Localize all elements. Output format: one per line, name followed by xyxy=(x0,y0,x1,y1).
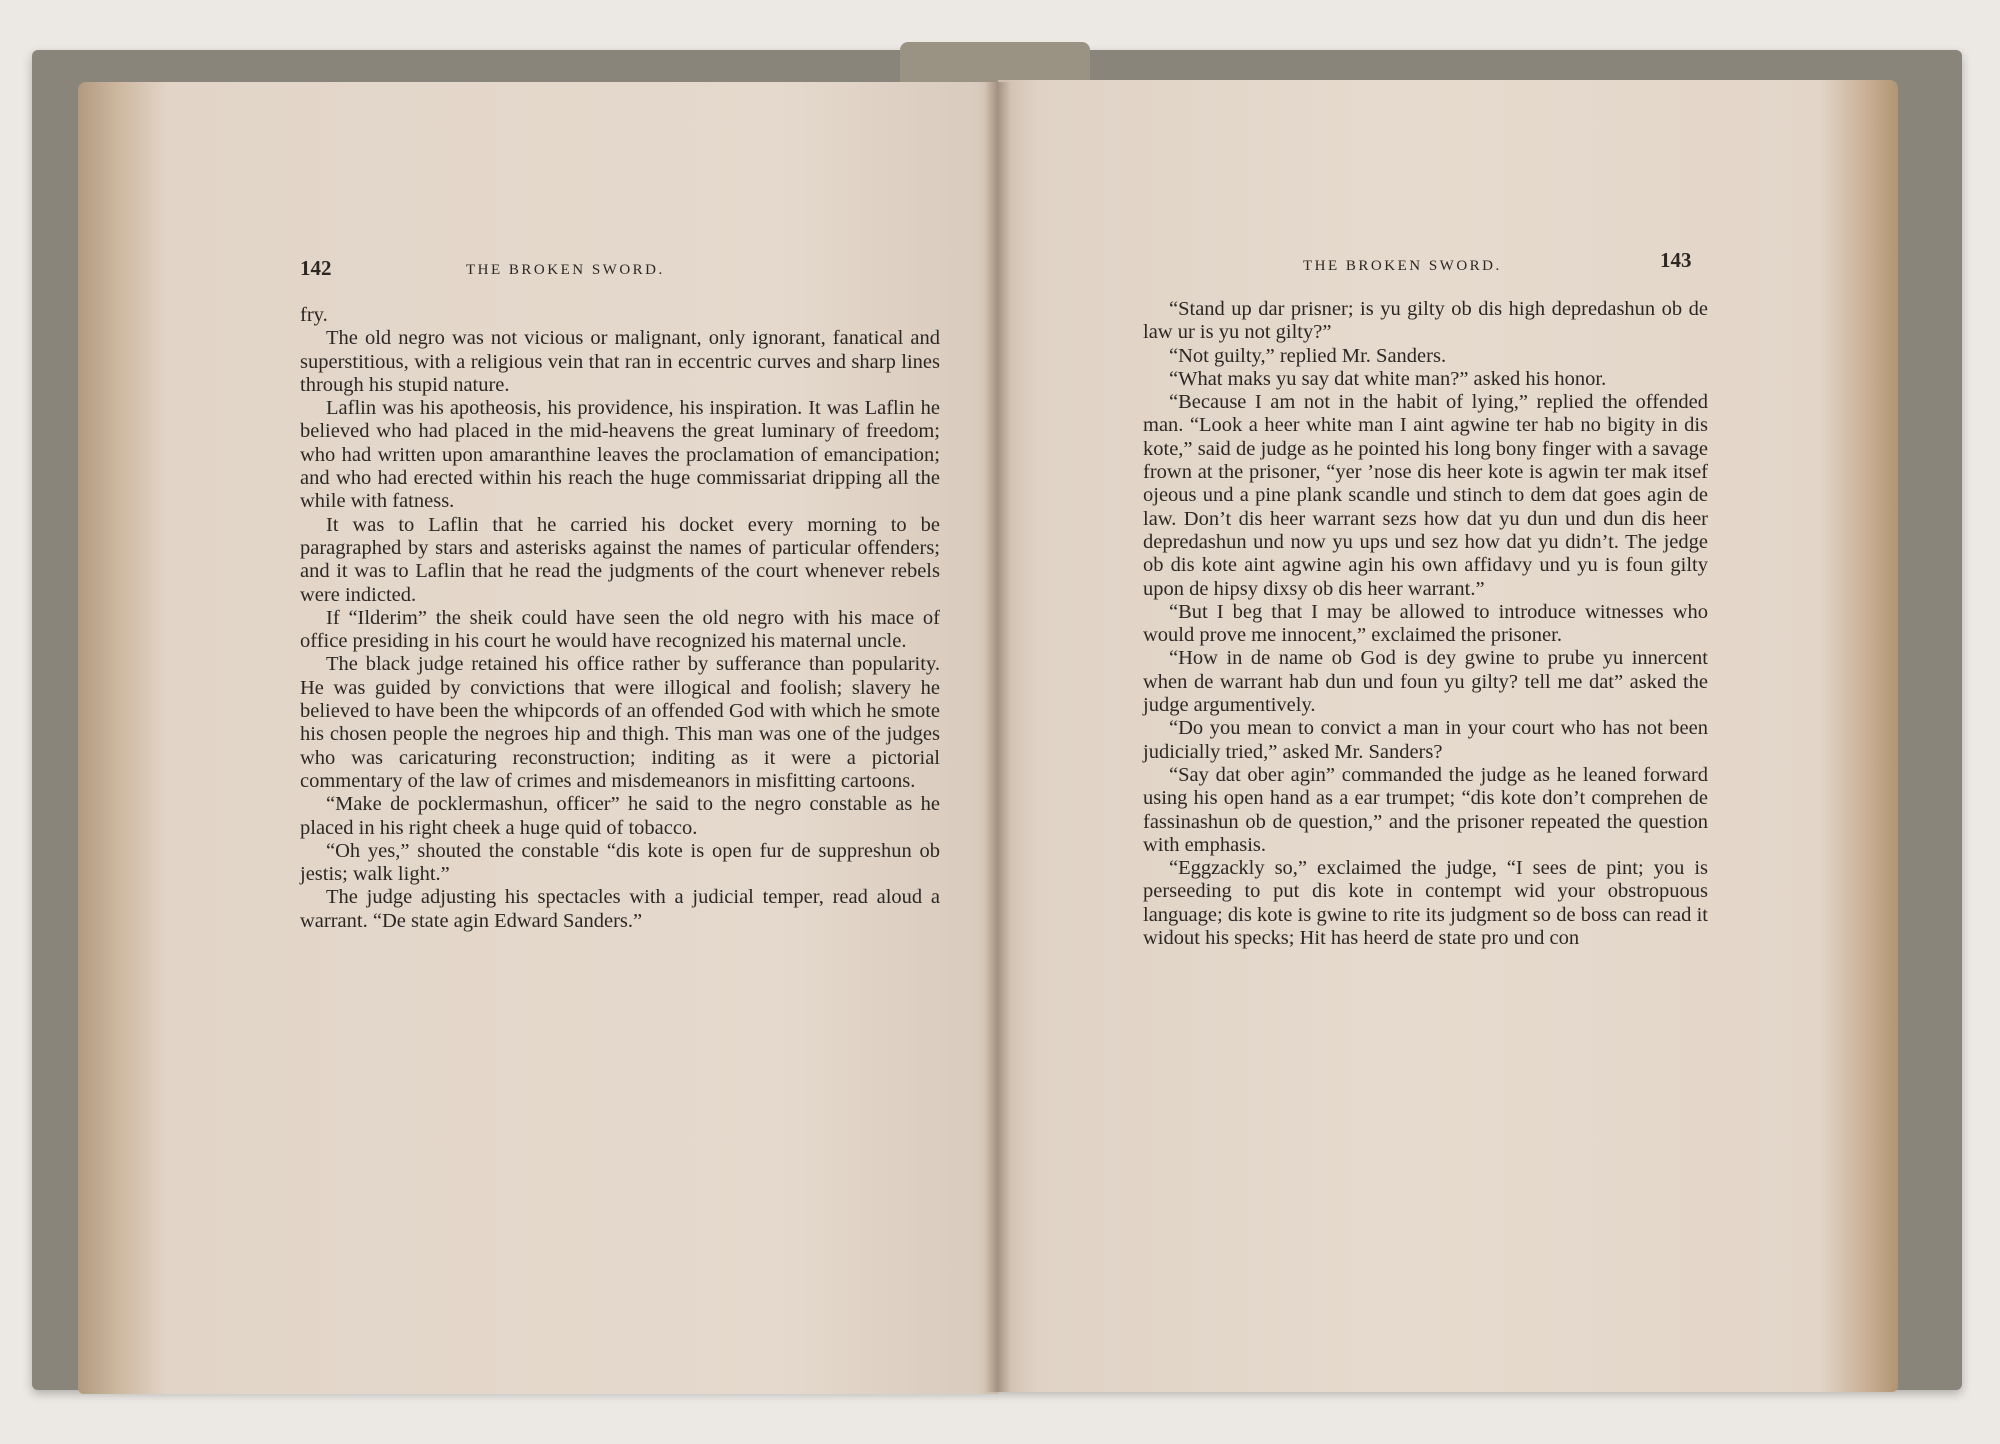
right-paragraph: “What maks yu say dat white man?” asked his honor. xyxy=(1169,367,1607,390)
right-paragraph: “Say dat ober agin” commanded the judge as he leaned forward using his open hand as a ear trumpet; “dis kote don’t comprehen de fassinashun ob de question,” and the prisoner repeated the question with emphasis. xyxy=(1143,763,1708,856)
right-paragraph: “Eggzackly so,” exclaimed the judge, “I sees de pint; you is perseeding to put dis kote in contempt wid your obstropuous language; dis kote is gwine to rite its judgment so de boss can read it widout his specks; Hit has heerd de state pro und con xyxy=(1143,857,1708,950)
left-paragraph: If “Ilderim” the sheik could have seen the old negro with his mace of office presiding in his court he would have recognized his maternal uncle. xyxy=(300,606,940,653)
right-page-text xyxy=(1143,298,1708,950)
right-paragraph: “Do you mean to convict a man in your court who has not been judicially tried,” asked Mr. Sanders? xyxy=(1143,717,1708,763)
right-paragraph: “But I beg that I may be allowed to introduce witnesses who would prove me innocent,” exclaimed the prisoner. xyxy=(1143,600,1708,647)
left-paragraph: It was to Laflin that he carried his docket every morning to be paragraphed by stars and asterisks against the names of particular offenders; and it was to Laflin that he read the judgments of the court whenever rebels were indicted. xyxy=(300,513,940,606)
page-gutter xyxy=(985,82,1011,1392)
left-paragraph: The old negro was not vicious or malignant, only ignorant, fanatical and superstitious, with a religious vein that ran in eccentric curves and sharp lines through his stupid nature. xyxy=(300,327,940,396)
right-running-head: THE BROKEN SWORD. xyxy=(1303,258,1502,274)
left-paragraph: The black judge retained his office rather by sufferance than popularity. He was guided by convictions that were illogical and foolish; slavery he believed to have been the whipcords of an offended God with which he smote his chosen people the negroes hip and thigh. This man was one of the judges who was caricaturing reconstruction; inditing as it were a pictorial commentary of the law of crimes and misdemeanors in misfitting cartoons. xyxy=(300,653,940,792)
left-paragraph: “Oh yes,” shouted the constable “dis kote is open fur de suppreshun ob jestis; walk light.” xyxy=(300,839,940,886)
right-page xyxy=(998,80,1898,1392)
right-page-number: 143 xyxy=(1660,248,1692,272)
left-paragraph: “Make de pocklermashun, officer” he said to the negro constable as he placed in his right cheek a huge quid of tobacco. xyxy=(300,793,940,839)
right-paragraph: “How in de name ob God is dey gwine to prube yu innercent when de warrant hab dun und foun yu gilty? tell me dat” asked the judge argumentively. xyxy=(1143,647,1708,717)
left-paragraph: fry. xyxy=(300,304,328,326)
left-page-number: 142 xyxy=(300,256,332,280)
left-running-head: THE BROKEN SWORD. xyxy=(466,262,665,278)
book-spine xyxy=(900,42,1090,82)
left-paragraph: The judge adjusting his spectacles with a judicial temper, read aloud a warrant. “De state agin Edward Sanders.” xyxy=(300,886,940,932)
right-paragraph: “Because I am not in the habit of lying,” replied the offended man. “Look a heer white man I aint agwine ter hab no bigity in dis kote,” said de judge as he pointed his long bony finger with a savage frown at the prisoner, “yer ’nose dis heer kote is agwin ter mak itsef ojeous und a pine plank scandle und stinch to dem dat goes agin de law. Don’t dis heer warrant sezs how dat yu dun und dun dis heer depredashun und now yu ups und sez how dat yu didn’t. The jedge ob dis kote aint agwine agin his own affidavy und yu is foun gilty upon de hipsy dixsy ob dis heer warrant.” xyxy=(1143,391,1708,600)
right-paragraph: “Not guilty,” replied Mr. Sanders. xyxy=(1169,344,1447,367)
right-paragraph: “Stand up dar prisner; is yu gilty ob dis high depredashun ob de law ur is yu not gilty?” xyxy=(1143,298,1708,344)
left-page xyxy=(78,82,998,1394)
left-page-text xyxy=(300,304,940,933)
left-paragraph: Laflin was his apotheosis, his providence, his inspiration. It was Laflin he believed who had placed in the mid-heavens the great luminary of freedom; who had written upon amaranthine leaves the proclamation of emancipation; and who had erected within his reach the huge commissariat dripping all the while with fatness. xyxy=(300,397,940,513)
